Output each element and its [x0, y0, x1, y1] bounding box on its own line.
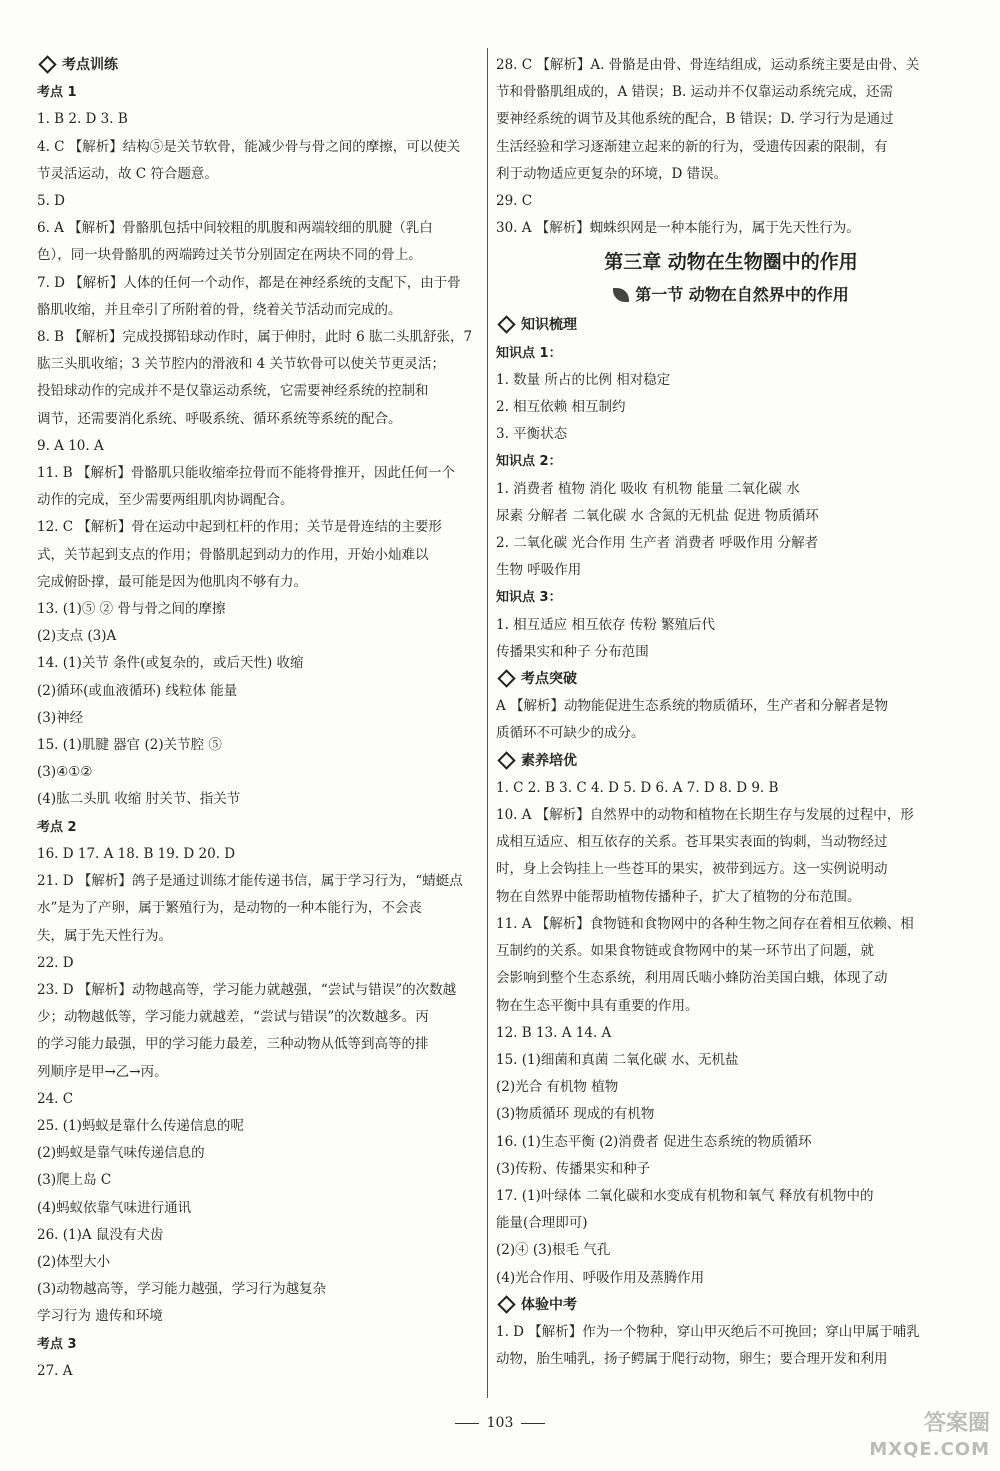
- answer-line: (3)物质循环 现成的有机物: [496, 1106, 655, 1123]
- answer-line: 7. D 【解析】人体的任何一个动作，都是在神经系统的支配下，由于骨: [37, 274, 461, 291]
- answer-line: 13. (1)⑤ ② 骨与骨之间的摩擦: [37, 601, 226, 618]
- answer-line: 1. B 2. D 3. B: [37, 111, 128, 128]
- answer-line: 传播果实和种子 分布范围: [496, 643, 649, 660]
- answer-line: 肱三头肌收缩；3 关节腔内的滑液和 4 关节软骨可以使关节更灵活；: [37, 356, 446, 373]
- answer-line: 失，属于先天性行为。: [37, 927, 172, 944]
- answer-line: 完成俯卧撑，最可能是因为他肌肉不够有力。: [37, 573, 307, 590]
- section-title-text: 第一节 动物在自然界中的作用: [635, 285, 849, 305]
- right-bottom-block: [496, 312, 966, 1373]
- answer-line: 23. D 【解析】动物越高等，学习能力就越强，“尝试与错误”的次数越: [37, 981, 457, 998]
- section-heading-text: 考点训练: [62, 57, 118, 73]
- watermark-url: MXQE.COM: [869, 1439, 990, 1460]
- answer-line: 尿素 分解者 二氧化碳 水 含氮的无机盐 促进 物质循环: [496, 507, 819, 524]
- answer-line: 水”是为了产卵，属于繁殖行为，是动物的一种本能行为，不会丧: [37, 900, 422, 917]
- answer-line: (4)肱二头肌 收缩 肘关节、指关节: [37, 791, 241, 808]
- chapter-title: 第三章 动物在生物圈中的作用: [604, 251, 858, 274]
- answer-line: 骼肌收缩，并且牵引了所附着的骨，绕着关节活动而完成的。: [37, 301, 402, 318]
- answer-line: 列顺序是甲→乙→丙。: [37, 1063, 168, 1080]
- answer-line: 色），同一块骨骼肌的两端跨过关节分别固定在两块不同的骨上。: [37, 247, 422, 264]
- answer-line: 生活经验和学习逐渐建立起来的新的行为，受遗传因素的限制，有: [496, 138, 888, 155]
- answer-line: 动作的完成，至少需要两组肌肉协调配合。: [37, 492, 294, 509]
- answer-line: 12. C 【解析】骨在运动中起到杠杆的作用；关节是骨连结的主要形: [37, 519, 442, 536]
- answer-line: 投铅球动作的完成并不是仅靠运动系统，它需要神经系统的控制和: [37, 383, 429, 400]
- subsection-heading: 知识点 3：: [496, 590, 562, 606]
- section-heading: [37, 52, 482, 79]
- answer-line: 式，关节起到支点的作用；骨骼肌起到动力的作用，开始小灿难以: [37, 546, 429, 563]
- answer-line: (2)体型大小: [37, 1253, 111, 1270]
- answer-line: 要神经系统的调节及其他系统的配合，B 错误；D. 学习行为是通过: [496, 111, 894, 128]
- answer-line: 2. 二氧化碳 光合作用 生产者 消费者 呼吸作用 分解者: [496, 535, 819, 552]
- answer-line: 1. 相互适应 相互依存 传粉 繁殖后代: [496, 616, 716, 633]
- answer-line: (3)④①②: [37, 764, 93, 781]
- answer-line: 26. (1)A 鼠没有犬齿: [37, 1226, 164, 1243]
- right-top-block: [496, 52, 966, 242]
- leaf-icon: [613, 288, 629, 302]
- answer-line: 1. 数量 所占的比例 相对稳定: [496, 371, 671, 388]
- answer-line: 少；动物越低等，学习能力就越差，“尝试与错误”的次数越多。丙: [37, 1009, 429, 1026]
- answer-line: 8. B 【解析】完成投掷铅球动作时，属于伸肘，此时 6 肱二头肌舒张，7: [37, 329, 473, 346]
- section-heading-text: 体验中考: [521, 1296, 577, 1313]
- subsection-heading: 考点 2: [37, 819, 77, 835]
- answer-line: (3)传粉、传播果实和种子: [496, 1160, 651, 1177]
- answer-line: 11. A 【解析】食物链和食物网中的各种生物之间存在着相互依赖、相: [496, 915, 914, 932]
- section-heading-text: 考点突破: [521, 671, 577, 688]
- answer-line: 调节，还需要消化系统、呼吸系统、循环系统等系统的配合。: [37, 410, 402, 427]
- answer-line: 16. (1)生态平衡 (2)消费者 促进生态系统的物质循环: [496, 1133, 812, 1150]
- answer-line: 1. D 【解析】作为一个物种，穿山甲灭绝后不可挽回；穿山甲属于哺乳: [496, 1323, 920, 1340]
- section-heading-text: 知识梳理: [521, 317, 577, 334]
- section-heading: [496, 312, 966, 339]
- answer-line: 节灵活运动，故 C 符合题意。: [37, 165, 218, 182]
- diamond-icon: [497, 316, 515, 334]
- answer-line: (3)神经: [37, 709, 84, 726]
- section-title: [496, 278, 966, 312]
- subsection-heading: 考点 1: [37, 85, 77, 101]
- section-heading: [496, 666, 966, 693]
- answer-line: 27. A: [37, 1362, 73, 1379]
- answer-line: 15. (1)肌腱 器官 (2)关节腔 ⑤: [37, 737, 222, 754]
- diamond-icon: [497, 751, 515, 769]
- answer-line: 21. D 【解析】鸽子是通过训练才能传递书信，属于学习行为，“蜻蜓点: [37, 873, 463, 890]
- answer-line: (4)光合作用、呼吸作用及蒸腾作用: [496, 1269, 705, 1286]
- answer-line: 9. A 10. A: [37, 437, 104, 454]
- answer-line: 生物 呼吸作用: [496, 562, 582, 579]
- answer-line: 3. 平衡状态: [496, 426, 568, 443]
- answer-line: 28. C 【解析】A. 骨骼是由骨、骨连结组成，运动系统主要是由骨、关: [496, 57, 920, 73]
- watermark-logo: [869, 1411, 990, 1463]
- answer-line: (2)循环(或血液循环) 线粒体 能量: [37, 682, 238, 699]
- diamond-icon: [497, 1295, 515, 1313]
- page-footer: [0, 1415, 1000, 1431]
- column-divider: [487, 48, 488, 1398]
- footer-dash-right: [521, 1423, 545, 1424]
- answer-line: 时，身上会钩挂上一些苍耳的果实，被带到远方。这一实例说明动: [496, 861, 888, 878]
- answer-line: 1. 消费者 植物 消化 吸收 有机物 能量 二氧化碳 水: [496, 480, 800, 497]
- answer-line: 16. D 17. A 18. B 19. D 20. D: [37, 845, 236, 862]
- answer-line: 12. B 13. A 14. A: [496, 1024, 612, 1041]
- answer-line: 利于动物适应更复杂的环境，D 错误。: [496, 165, 728, 182]
- answer-line: A 【解析】动物能促进生态系统的物质循环，生产者和分解者是物: [496, 698, 889, 715]
- answer-line: 24. C: [37, 1090, 74, 1107]
- answer-line: 14. (1)关节 条件(或复杂的，或后天性) 收缩: [37, 655, 304, 672]
- right-column: [496, 52, 966, 1373]
- answer-line: 22. D: [37, 954, 74, 971]
- section-heading-text: 素养培优: [521, 752, 577, 769]
- answer-line: 11. B 【解析】骨骼肌只能收缩牵拉骨而不能将骨推开，因此任何一个: [37, 465, 455, 482]
- answer-line: (3)爬上岛 C: [37, 1172, 112, 1189]
- answer-line: (2)支点 (3)A: [37, 628, 117, 645]
- answer-line: 30. A 【解析】蜘蛛织网是一种本能行为，属于先天性行为。: [496, 220, 860, 237]
- answer-line: 的学习能力最强，甲的学习能力最差，三种动物从低等到高等的排: [37, 1036, 429, 1053]
- page-number: 103: [486, 1415, 514, 1431]
- answer-line: 动物，胎生哺乳，扬子鳄属于爬行动物，卵生；要合理开发和利用: [496, 1351, 888, 1368]
- section-heading: [496, 748, 966, 775]
- answer-line: 互制约的关系。如果食物链或食物网中的某一环节出了问题，就: [496, 943, 874, 960]
- answer-line: 能量(合理即可): [496, 1215, 588, 1232]
- answer-line: 10. A 【解析】自然界中的动物和植物在长期生存与发展的过程中，形: [496, 807, 914, 824]
- answer-line: 29. C: [496, 193, 533, 210]
- left-column: [37, 52, 482, 1385]
- answer-line: (2)蚂蚁是靠气味传递信息的: [37, 1145, 205, 1162]
- section-heading: [496, 1292, 966, 1319]
- subsection-heading: 知识点 2：: [496, 454, 562, 470]
- footer-dash-left: [455, 1423, 479, 1424]
- answer-line: 1. C 2. B 3. C 4. D 5. D 6. A 7. D 8. D 9. B: [496, 779, 779, 796]
- answer-line: 25. (1)蚂蚁是靠什么传递信息的呢: [37, 1117, 244, 1134]
- answer-line: 15. (1)细菌和真菌 二氧化碳 水、无机盐: [496, 1051, 739, 1068]
- answer-line: 成相互适应、相互依存的关系。苍耳果实表面的钩刺，当动物经过: [496, 834, 888, 851]
- answer-line: 4. C 【解析】结构⑤是关节软骨，能减少骨与骨之间的摩擦，可以使关: [37, 138, 461, 155]
- answer-line: 会影响到整个生态系统，利用周氏啮小蜂防治美国白蛾，体现了动: [496, 970, 888, 987]
- subsection-heading: 考点 3: [37, 1336, 77, 1352]
- diamond-icon: [497, 669, 515, 687]
- watermark-title: 答案圈: [923, 1411, 990, 1436]
- answer-line: 17. (1)叶绿体 二氧化碳和水变成有机物和氧气 释放有机物中的: [496, 1187, 874, 1204]
- answer-line: 2. 相互依赖 相互制约: [496, 399, 626, 416]
- answer-line: 学习行为 遗传和环境: [37, 1308, 163, 1325]
- answer-line: (3)动物越高等，学习能力越强，学习行为越复杂: [37, 1281, 327, 1298]
- answer-line: 6. A 【解析】骨骼肌包括中间较粗的肌腹和两端较细的肌腱（乳白: [37, 220, 433, 237]
- answer-line: (4)蚂蚁依靠气味进行通讯: [37, 1199, 192, 1216]
- answer-line: 物在生态平衡中具有重要的作用。: [496, 997, 699, 1014]
- diamond-icon: [38, 55, 56, 73]
- answer-line: 节和骨骼肌组成的，A 错误；B. 运动并不仅靠运动系统完成，还需: [496, 84, 894, 101]
- answer-line: 质循环不可缺少的成分。: [496, 725, 645, 742]
- answer-line: (2)④ (3)根毛 气孔: [496, 1242, 611, 1259]
- subsection-heading: 知识点 1：: [496, 345, 562, 361]
- answer-line: 物在自然界中能帮助植物传播种子，扩大了植物的分布范围。: [496, 888, 861, 905]
- answer-line: 5. D: [37, 193, 65, 210]
- answer-line: (2)光合 有机物 植物: [496, 1079, 619, 1096]
